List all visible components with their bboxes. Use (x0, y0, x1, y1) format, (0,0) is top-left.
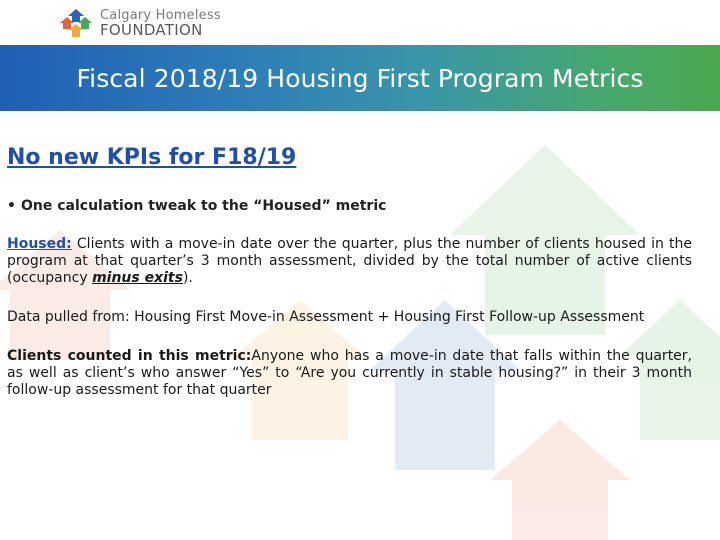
slide-title: Fiscal 2018/19 Housing First Program Metrics (76, 63, 644, 93)
bullet-marker: • (7, 198, 16, 214)
red-house-arrow (490, 420, 630, 540)
logo-line-1: Calgary Homeless (100, 7, 221, 23)
section-heading: No new KPIs for F18/19 (7, 145, 297, 170)
slide-content (7, 145, 692, 417)
data-source: Data pulled from: Housing First Move-in Assessment + Housing First Follow-up Assessment (7, 309, 645, 325)
bullet-item (7, 198, 692, 214)
logo-line-2: FOUNDATION (100, 20, 203, 39)
housed-text: Clients with a move-in date over the quarter, plus the number of clients housed in the program at that quarter’s 3 month assessment, divided by the total number of active clients (occupancy (7, 236, 692, 286)
logo-houses-icon (58, 7, 94, 39)
housed-label: Housed: (7, 236, 72, 252)
housed-text-end: ). (182, 270, 193, 286)
foundation-logo (58, 6, 221, 40)
clients-counted-text: Anyone who has a move-in date that falls within the quarter, as well as client’s who answer “Yes” to “Are you currently in stable housing?” in their 3 month follow-up assessment for that quarter (7, 348, 693, 398)
bullet-text: One calculation tweak to the “Housed” metric (21, 198, 387, 214)
clients-counted (7, 348, 692, 399)
housed-emphasis: minus exits (92, 270, 183, 286)
title-banner (0, 45, 720, 111)
housed-definition (7, 236, 692, 287)
clients-counted-label: Clients counted in this metric: (7, 348, 252, 364)
